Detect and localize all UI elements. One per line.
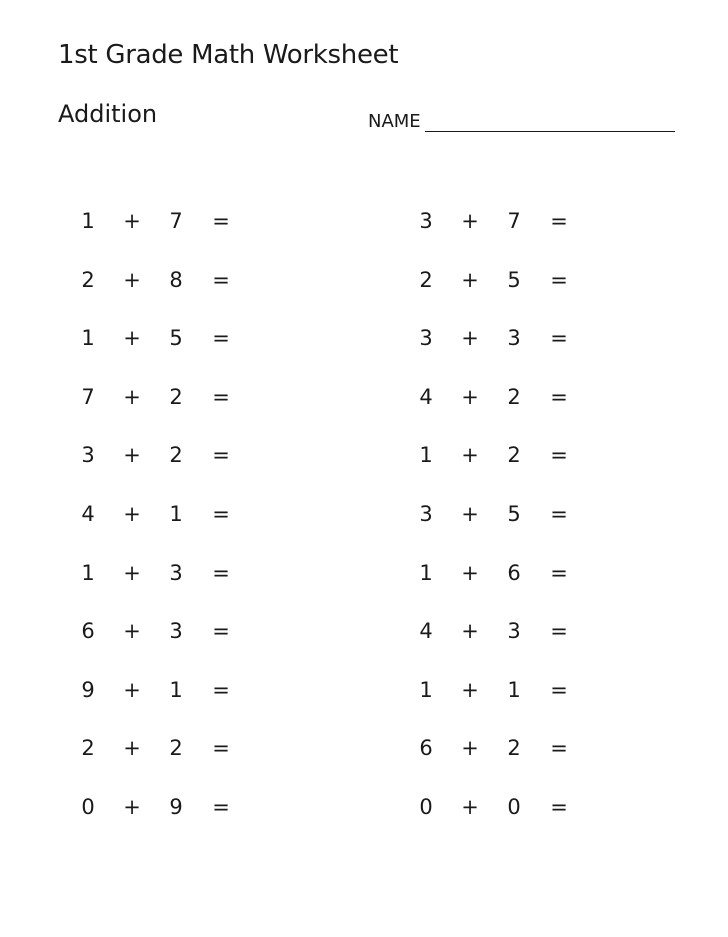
equals-sign: = bbox=[550, 443, 568, 468]
plus-sign: + bbox=[123, 501, 141, 526]
addition-problem bbox=[408, 792, 578, 851]
second-addend: 9 bbox=[169, 794, 183, 819]
first-addend: 0 bbox=[81, 794, 95, 819]
second-addend: 6 bbox=[507, 560, 521, 585]
name-label: NAME bbox=[368, 111, 421, 132]
addition-problem bbox=[70, 675, 240, 734]
addition-problem bbox=[408, 616, 578, 675]
second-addend: 3 bbox=[169, 560, 183, 585]
second-addend: 5 bbox=[169, 326, 183, 351]
equals-sign: = bbox=[550, 736, 568, 761]
plus-sign: + bbox=[461, 560, 479, 585]
plus-sign: + bbox=[123, 794, 141, 819]
addition-problem bbox=[70, 616, 240, 675]
first-addend: 2 bbox=[419, 267, 433, 292]
first-addend: 1 bbox=[81, 560, 95, 585]
equals-sign: = bbox=[212, 560, 230, 585]
first-addend: 1 bbox=[81, 209, 95, 233]
equals-sign: = bbox=[550, 501, 568, 526]
first-addend: 6 bbox=[419, 736, 433, 761]
first-addend: 1 bbox=[419, 677, 433, 702]
equals-sign: = bbox=[550, 209, 568, 233]
addition-problem bbox=[70, 733, 240, 792]
first-addend: 4 bbox=[81, 501, 95, 526]
plus-sign: + bbox=[123, 209, 141, 233]
first-addend: 6 bbox=[81, 619, 95, 644]
equals-sign: = bbox=[550, 794, 568, 819]
plus-sign: + bbox=[461, 736, 479, 761]
plus-sign: + bbox=[461, 267, 479, 292]
plus-sign: + bbox=[461, 794, 479, 819]
equals-sign: = bbox=[550, 326, 568, 351]
second-addend: 1 bbox=[507, 677, 521, 702]
second-addend: 2 bbox=[169, 384, 183, 409]
first-addend: 4 bbox=[419, 384, 433, 409]
equals-sign: = bbox=[550, 677, 568, 702]
first-addend: 3 bbox=[419, 209, 433, 233]
second-addend: 1 bbox=[169, 501, 183, 526]
first-addend: 0 bbox=[419, 794, 433, 819]
equals-sign: = bbox=[212, 209, 230, 233]
addition-problem bbox=[408, 675, 578, 734]
first-addend: 2 bbox=[81, 736, 95, 761]
addition-problem bbox=[408, 265, 578, 324]
second-addend: 7 bbox=[507, 209, 521, 233]
first-addend: 1 bbox=[419, 560, 433, 585]
plus-sign: + bbox=[123, 619, 141, 644]
problem-column-right bbox=[408, 206, 578, 851]
plus-sign: + bbox=[461, 384, 479, 409]
plus-sign: + bbox=[123, 267, 141, 292]
problem-column-left bbox=[70, 206, 240, 851]
second-addend: 1 bbox=[169, 677, 183, 702]
addition-problem bbox=[408, 440, 578, 499]
second-addend: 3 bbox=[507, 326, 521, 351]
equals-sign: = bbox=[550, 560, 568, 585]
plus-sign: + bbox=[461, 619, 479, 644]
addition-problem bbox=[408, 733, 578, 792]
second-addend: 2 bbox=[169, 736, 183, 761]
name-field[interactable] bbox=[368, 106, 675, 134]
second-addend: 2 bbox=[507, 384, 521, 409]
equals-sign: = bbox=[212, 443, 230, 468]
first-addend: 1 bbox=[81, 326, 95, 351]
second-addend: 7 bbox=[169, 209, 183, 233]
equals-sign: = bbox=[212, 619, 230, 644]
addition-problem bbox=[408, 323, 578, 382]
plus-sign: + bbox=[123, 560, 141, 585]
addition-problem bbox=[408, 558, 578, 617]
first-addend: 9 bbox=[81, 677, 95, 702]
plus-sign: + bbox=[123, 326, 141, 351]
addition-problem bbox=[70, 440, 240, 499]
plus-sign: + bbox=[123, 736, 141, 761]
second-addend: 0 bbox=[507, 794, 521, 819]
first-addend: 2 bbox=[81, 267, 95, 292]
first-addend: 1 bbox=[419, 443, 433, 468]
addition-problem bbox=[70, 558, 240, 617]
equals-sign: = bbox=[550, 267, 568, 292]
addition-problem bbox=[70, 323, 240, 382]
second-addend: 2 bbox=[507, 443, 521, 468]
addition-problem bbox=[70, 265, 240, 324]
addition-problem bbox=[408, 382, 578, 441]
first-addend: 3 bbox=[419, 326, 433, 351]
plus-sign: + bbox=[461, 677, 479, 702]
second-addend: 5 bbox=[507, 267, 521, 292]
addition-problem bbox=[70, 206, 240, 265]
equals-sign: = bbox=[550, 619, 568, 644]
second-addend: 3 bbox=[507, 619, 521, 644]
plus-sign: + bbox=[461, 443, 479, 468]
second-addend: 5 bbox=[507, 501, 521, 526]
plus-sign: + bbox=[123, 443, 141, 468]
name-underline[interactable] bbox=[425, 109, 675, 132]
worksheet-subtitle: Addition bbox=[58, 100, 158, 128]
equals-sign: = bbox=[212, 501, 230, 526]
plus-sign: + bbox=[123, 384, 141, 409]
worksheet-title: 1st Grade Math Worksheet bbox=[58, 40, 399, 70]
first-addend: 7 bbox=[81, 384, 95, 409]
equals-sign: = bbox=[212, 794, 230, 819]
addition-problem bbox=[70, 792, 240, 851]
plus-sign: + bbox=[461, 326, 479, 351]
first-addend: 4 bbox=[419, 619, 433, 644]
equals-sign: = bbox=[212, 326, 230, 351]
addition-problem bbox=[408, 206, 578, 265]
equals-sign: = bbox=[212, 267, 230, 292]
second-addend: 3 bbox=[169, 619, 183, 644]
addition-problem bbox=[70, 382, 240, 441]
equals-sign: = bbox=[550, 384, 568, 409]
addition-problem bbox=[70, 499, 240, 558]
equals-sign: = bbox=[212, 677, 230, 702]
plus-sign: + bbox=[123, 677, 141, 702]
second-addend: 2 bbox=[507, 736, 521, 761]
second-addend: 2 bbox=[169, 443, 183, 468]
equals-sign: = bbox=[212, 736, 230, 761]
second-addend: 8 bbox=[169, 267, 183, 292]
plus-sign: + bbox=[461, 501, 479, 526]
first-addend: 3 bbox=[81, 443, 95, 468]
plus-sign: + bbox=[461, 209, 479, 233]
first-addend: 3 bbox=[419, 501, 433, 526]
equals-sign: = bbox=[212, 384, 230, 409]
addition-problem bbox=[408, 499, 578, 558]
